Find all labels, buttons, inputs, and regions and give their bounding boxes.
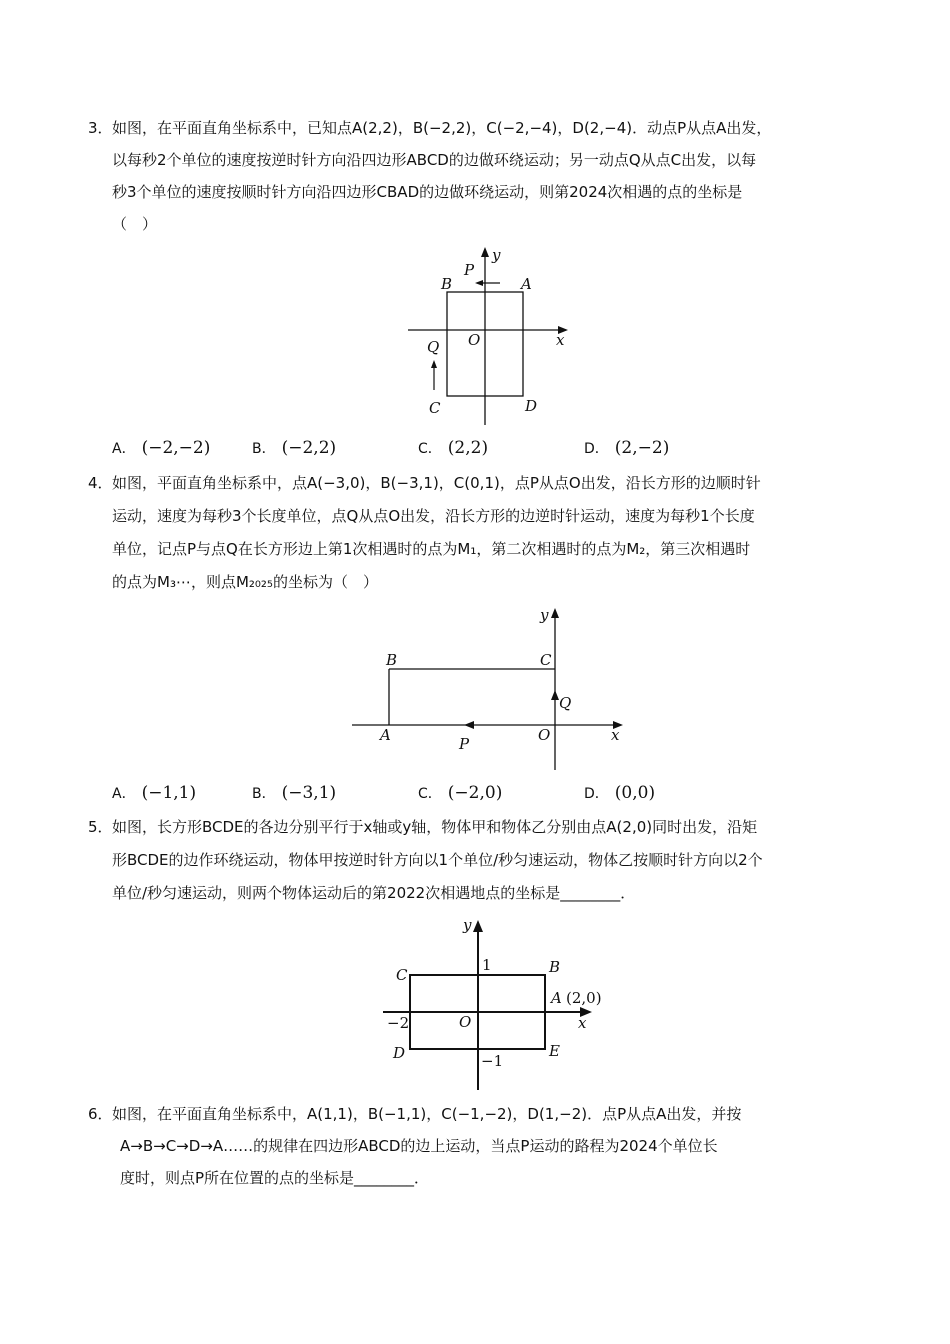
option-c[interactable]: C． (2,2) <box>418 438 489 458</box>
label-A: A <box>551 989 562 1007</box>
label-B: B <box>549 958 561 976</box>
problem-number: 5． <box>88 818 113 836</box>
problem-text-line: 的点为M₃⋯，则点M₂₀₂₅的坐标为（ ） <box>112 573 378 591</box>
option-d[interactable]: D． (0,0) <box>584 783 656 803</box>
problem-text-line: 如图，平面直角坐标系中，点A(−3,0)，B(−3,1)，C(0,1)，点P从点O出发，沿长方形的边顺时针 <box>112 474 761 492</box>
label-O: O <box>538 726 551 744</box>
y-axis-arrow <box>473 920 483 932</box>
label-x: x <box>578 1014 587 1032</box>
label-O: O <box>459 1013 472 1031</box>
label-C: C <box>396 966 408 984</box>
label-P: P <box>459 735 470 753</box>
label-Q: Q <box>559 694 572 712</box>
problem-text-line: 运动，速度为每秒3个长度单位，点Q从点O出发，沿长方形的边逆时针运动，速度为每秒1个长度 <box>112 507 755 525</box>
label-y: y <box>492 246 501 264</box>
label-1: 1 <box>482 956 492 974</box>
option-b[interactable]: B． (−3,1) <box>252 783 337 803</box>
label-P: P <box>464 261 475 279</box>
problem-text-line: A→B→C→D→A……的规律在四边形ABCD的边上运动，当点P运动的路程为2024个单位长 <box>120 1137 718 1155</box>
label-A: A <box>521 275 532 293</box>
label-O: O <box>468 331 481 349</box>
label-Q: Q <box>427 338 440 356</box>
option-a[interactable]: A． (−1,1) <box>112 783 197 803</box>
problem-text-line: 形BCDE的边作环绕运动，物体甲按逆时针方向以1个单位/秒匀速运动，物体乙按顺时针方向以2个 <box>112 851 763 869</box>
problem-text-line: 如图，在平面直角坐标系中，已知点A(2,2)，B(−2,2)，C(−2,−4)，D(2,−4)．动点P从点A出发， <box>112 119 772 137</box>
label-B: B <box>441 275 453 293</box>
label-neg-2: −2 <box>387 1014 410 1032</box>
label-y: y <box>540 606 549 624</box>
label-x: x <box>556 331 565 349</box>
label-y: y <box>463 916 472 934</box>
label-D: D <box>393 1044 406 1062</box>
problem-text-line: 度时，则点P所在位置的点的坐标是________． <box>120 1169 430 1187</box>
problem-text-line: 如图，长方形BCDE的各边分别平行于x轴或y轴，物体甲和物体乙分别由点A(2,0)同时出发，沿矩 <box>112 818 758 836</box>
label-x: x <box>611 726 620 744</box>
label-C: C <box>540 651 552 669</box>
problem-text-line: 单位，记点P与点Q在长方形边上第1次相遇时的点为M₁，第二次相遇时的点为M₂，第三次相遇时 <box>112 540 751 558</box>
answer-blank-parens: （ ） <box>112 215 158 233</box>
label-neg-1: −1 <box>481 1052 504 1070</box>
problem-text-line: 单位/秒匀速运动，则两个物体运动后的第2022次相遇地点的坐标是________． <box>112 884 636 902</box>
problem-number: 6． <box>88 1105 113 1123</box>
label-A-coord: (2,0) <box>566 989 602 1007</box>
label-A: A <box>380 726 391 744</box>
problem-number: 3． <box>88 119 113 137</box>
label-B: B <box>386 651 398 669</box>
label-E: E <box>549 1042 560 1060</box>
problem-text-line: 如图，在平面直角坐标系中，A(1,1)，B(−1,1)，C(−1,−2)，D(1,−2)．点P从点A出发，并按 <box>112 1105 742 1123</box>
option-a[interactable]: A． (−2,−2) <box>112 438 211 458</box>
problem-text-line: 秒3个单位的速度按顺时针方向沿四边形CBAD的边做环绕运动，则第2024次相遇的点的坐标是 <box>112 183 743 201</box>
problem-text-line: 以每秒2个单位的速度按逆时针方向沿四边形ABCD的边做环绕运动；另一动点Q从点C出发，以每 <box>112 151 757 169</box>
label-C: C <box>429 399 441 417</box>
option-c[interactable]: C． (−2,0) <box>418 783 503 803</box>
option-d[interactable]: D． (2,−2) <box>584 438 670 458</box>
label-D: D <box>525 397 538 415</box>
option-b[interactable]: B． (−2,2) <box>252 438 337 458</box>
problem-number: 4． <box>88 474 113 492</box>
